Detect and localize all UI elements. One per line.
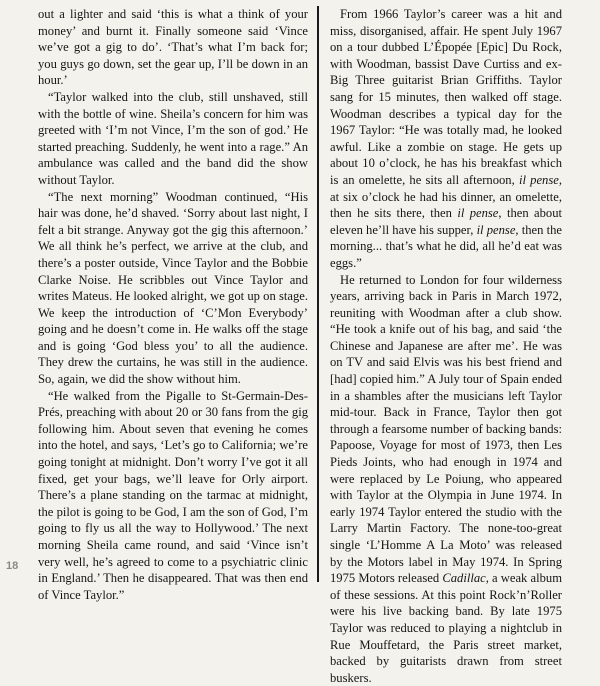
text-run: From 1966 Taylor’s career was a hit and miss, disorganised, affair. He spent July 1967 on a tour dubbed L’Épopée [Epic] Du Rock, with Woodman, bassist Dave Curtiss and ex-Big Three guitarist Brian Griffiths. Taylor sang for 15 minutes, then walked off stage. Woodman describes a typical day for the 1967 Taylor: “He was totally mad, he looked awful. Like a zombie on stage. He gets up about 10 o’clock, he has his breakfast which is an omelette, he sits all afternoon, (330, 7, 562, 187)
text-run: , then about eleven he’ll have his supper, (330, 206, 562, 237)
italic-text: il pense (477, 223, 516, 237)
italic-text: il pense (519, 173, 559, 187)
paragraph: “Taylor walked into the club, still unshaved, still with the bottle of wine. Sheila’s concern for him was greeted with ‘I’m not Vince, I’m the son of god.’ He started preaching. Suddenly, he went into a rage.” An ambulance was called and the band did the show without Taylor. (38, 89, 308, 189)
paragraph: out a lighter and said ‘this is what a think of your money’ and burnt it. Finally someone said ‘Vince we’ve got a gig to do’. ‘That’s what I’m back for; you guys go down, set the gear up, I’ll be down in an hour.’ (38, 6, 308, 89)
paragraph (330, 272, 562, 686)
text-run: , then the morning... that’s what he did, all he’d eat was eggs.” (330, 223, 562, 270)
paragraph: “He walked from the Pigalle to St-Germain-Des-Prés, preaching with about 20 or 30 fans from the gig following him. About seven that evening he comes into the hotel, and says, ‘Let’s go to California; we’re going tonight at midnight. Don’t worry I’ve got it all fixed, get your bags, we’ll leave for Orly airport. There’s a plane standing on the tarmac at midnight, the pilot is going to be God, I am the son of God, I’m going to fly us all the way to Hollywood.’ The next morning Sheila came round, and said ‘Vince isn’t very well, he’s agreed to come to a psychiatric clinic in England.’ Then he disappeared. That was then end of Vince Taylor.” (38, 388, 308, 604)
text-run: He returned to London for four wilderness years, arriving back in Paris in March 1972, reuniting with Woodman after a club show. “He took a knife out of his bag, and said ‘the Chinese and Japanese are after me’. He was on TV and said Elvis was his best friend and [had] copied him.” A July tour of Spain ended in a shambles after the musicians left Taylor mid-tour. Back in France, Taylor then got through a fearsome number of backing bands: Papoose, Voyage for most of 1973, then Les Pieds Joints, who had enough in 1974 and were replaced by Le Poiung, who appeared with Taylor at the Olympia in June 1974. In early 1974 Taylor entered the studio with the Larry Martin Factory. The none-too-great single ‘L’Homme A La Moto’ was released by the Motors label in May 1974. In Spring 1975 Motors released (330, 273, 562, 586)
paragraph (330, 6, 562, 272)
italic-text: Cadillac (442, 571, 485, 585)
right-text-column (330, 6, 562, 686)
page-number: 18 (6, 560, 18, 572)
text-run: , a weak album of these sessions. At this point Rock’n’Roller were his live backing band. By late 1975 Taylor was reduced to playing a nightclub in Rue Mouffetard, the Paris street market, backed by guitarists drawn from street buskers. (330, 571, 562, 685)
text-run: , at six o’clock he had his dinner, an omelette, then he sits there, then (330, 173, 562, 220)
column-divider (317, 6, 319, 582)
paragraph: “The next morning” Woodman continued, “His hair was done, he’d shaved. ‘Sorry about last night, I felt a bit strange. Anyway got the gig this afternoon.’ We all think he’s perfect, we arrive at the club, and there’s a poster outside, Vince Taylor and the Bobbie Clarke Noise. He scribbles out Vince Taylor and writes Mateus. He looked alright, we got up on stage. We keep the introduction of ‘C’Mon Everybody’ going and he doesn’t come in. He walks off the stage and is going ‘God bless you’ to all the audience. They drew the curtains, he was still in the audience. So, again, we did the show without him. (38, 189, 308, 388)
left-text-column (38, 6, 308, 603)
italic-text: il pense (457, 206, 498, 220)
